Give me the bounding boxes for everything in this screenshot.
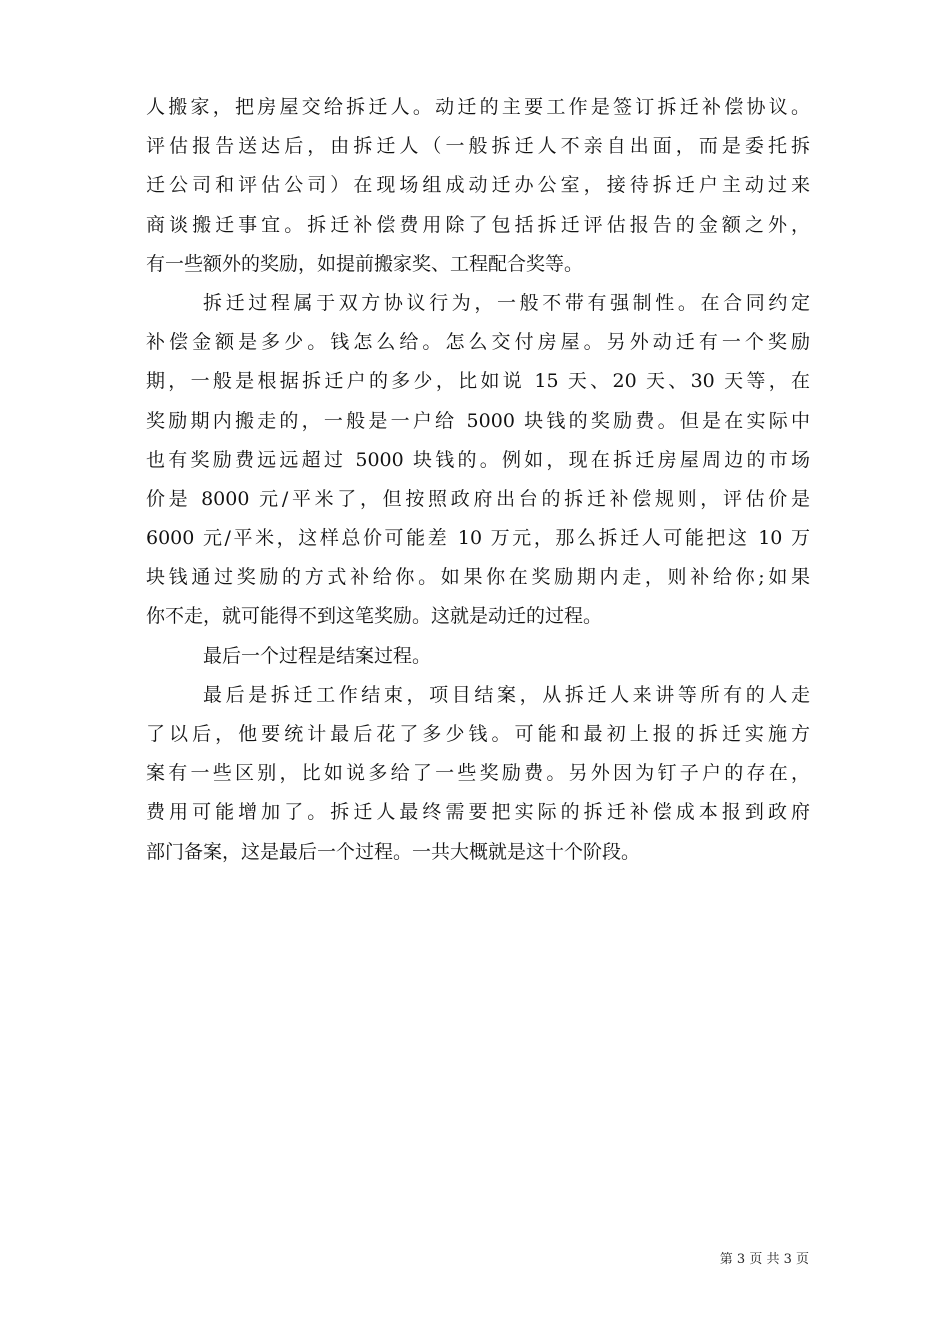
text-line: 块钱通过奖励的方式补给你。如果你在奖励期内走，则补给你;如果	[146, 566, 810, 589]
text-line: 也有奖励费远远超过 5000 块钱的。例如，现在拆迁房屋周边的市场	[146, 448, 810, 471]
text-line: 补偿金额是多少。钱怎么给。怎么交付房屋。另外动迁有一个奖励	[146, 331, 810, 354]
text-line: 商谈搬迁事宜。拆迁补偿费用除了包括拆迁评估报告的金额之外，	[146, 213, 810, 236]
text-line: 价是 8000 元/平米了，但按照政府出台的拆迁补偿规则，评估价是	[146, 487, 810, 510]
text-line: 部门备案，这是最后一个过程。一共大概就是这十个阶段。	[146, 840, 641, 863]
paragraph-first-line: 拆迁过程属于双方协议行为，一般不带有强制性。在合同约定	[203, 291, 810, 314]
text-line: 奖励期内搬走的，一般是一户给 5000 块钱的奖励费。但是在实际中	[146, 409, 810, 432]
text-line: 你不走，就可能得不到这笔奖励。这就是动迁的过程。	[146, 605, 603, 628]
text-line: 有一些额外的奖励，如提前搬家奖、工程配合奖等。	[146, 252, 584, 275]
text-line: 费用可能增加了。拆迁人最终需要把实际的拆迁补偿成本报到政府	[146, 801, 810, 824]
text-line: 6000 元/平米，这样总价可能差 10 万元，那么拆迁人可能把这 10 万	[146, 527, 810, 550]
text-line: 了以后，他要统计最后花了多少钱。可能和最初上报的拆迁实施方	[146, 723, 810, 745]
text-line: 期，一般是根据拆迁户的多少，比如说 15 天、20 天、30 天等，在	[146, 370, 810, 393]
paragraph-first-line: 最后是拆迁工作结束，项目结案，从拆迁人来讲等所有的人走	[203, 683, 810, 706]
text-line: 评估报告送达后，由拆迁人（一般拆迁人不亲自出面，而是委托拆	[146, 135, 810, 158]
page-number-footer: 第 3 页 共 3 页	[719, 1252, 809, 1267]
paragraph-first-line: 最后一个过程是结案过程。	[203, 644, 432, 667]
body-text	[146, 88, 810, 872]
text-line: 案有一些区别，比如说多给了一些奖励费。另外因为钉子户的存在，	[146, 762, 810, 785]
text-line: 迁公司和评估公司）在现场组成动迁办公室，接待拆迁户主动过来	[146, 174, 810, 197]
text-line: 人搬家，把房屋交给拆迁人。动迁的主要工作是签订拆迁补偿协议。	[146, 96, 810, 118]
